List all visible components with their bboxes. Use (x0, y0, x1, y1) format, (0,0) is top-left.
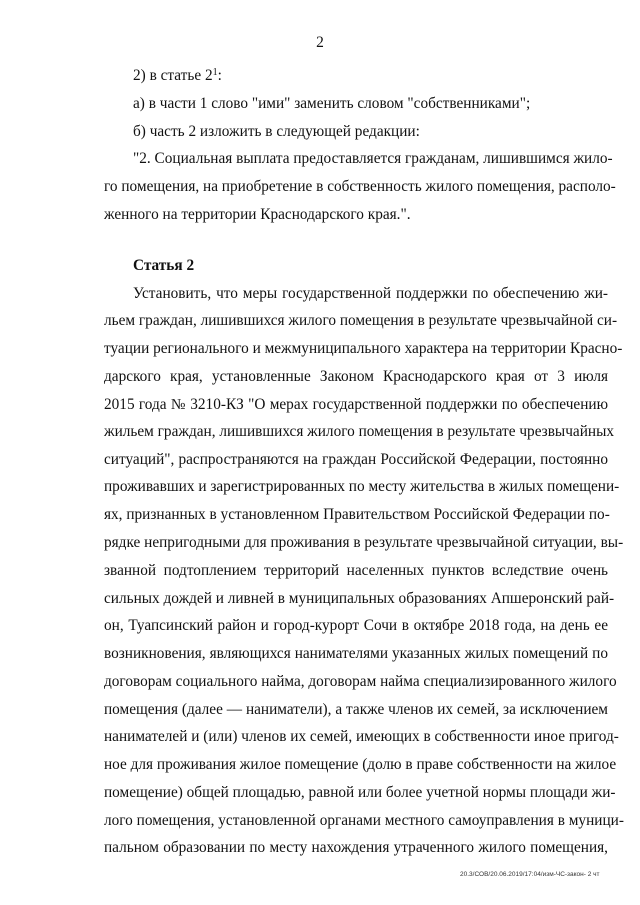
body-line: сильных дождей и ливней в муниципальных образованиях Апшеронский рай- (104, 590, 615, 607)
page-number: 2 (316, 34, 324, 51)
amendment-item-2-prefix: 2) в статье 2 (133, 67, 213, 84)
body-line: ситуаций", распространяются на граждан Российской Федерации, постоянно (104, 451, 608, 468)
body-line: помещения (далее — наниматели), а также членов их семей, за исключением (104, 701, 608, 718)
body-line: проживавших и зарегистрированных по месту жительства в жилых помещени- (104, 478, 620, 495)
body-line: договорам социального найма, договорам найма специализированного жилого (104, 673, 617, 690)
quoted-text-line: го помещения, на приобретение в собственность жилого помещения, располо- (104, 178, 616, 195)
body-line: 2015 года № 3210-КЗ "О мерах государственной поддержки по обеспечению (104, 396, 608, 413)
body-line: туации регионального и межмуниципального характера на территории Красно- (104, 340, 623, 357)
body-line: ное для проживания жилое помещение (долю в праве собственности на жилое (104, 756, 617, 773)
article-superscript: 1 (212, 67, 218, 78)
body-line: пальном образовании по месту нахождения утраченного жилого помещения, (104, 839, 608, 856)
body-line: возникновения, являющихся нанимателями указанных жилых помещений по (104, 645, 608, 662)
body-line: рядке непригодными для проживания в результате чрезвычайной ситуации, вы- (104, 534, 624, 551)
amendment-item-a: а) в части 1 слово "ими" заменить словом "собственниками"; (133, 95, 531, 112)
amendment-item-b: б) часть 2 изложить в следующей редакции: (133, 123, 420, 140)
body-line: льем граждан, лишившихся жилого помещения в результате чрезвычайной си- (104, 312, 618, 329)
body-line: Установить, что меры государственной поддержки по обеспечению жи- (133, 285, 608, 302)
quoted-text-line: "2. Социальная выплата предоставляется гражданам, лишившимся жило- (133, 150, 613, 167)
article-heading: Статья 2 (133, 257, 195, 274)
quoted-text-line: женного на территории Краснодарского края.". (104, 206, 411, 223)
body-line: званной подтоплением территорий населенных пунктов вследствие очень (104, 562, 608, 579)
amendment-item-2-suffix: : (217, 67, 222, 84)
body-line: помещение) общей площадью, равной или более учетной нормы площади жи- (104, 784, 616, 801)
amendment-item-2 (133, 66, 608, 86)
body-line: дарского края, установленные Законом Краснодарского края от 3 июля (104, 368, 608, 385)
body-line: жильем граждан, лишившихся жилого помещения в результате чрезвычайных (104, 423, 614, 440)
body-line: он, Туапсинский район и город-курорт Сочи в октябре 2018 года, на день ее (104, 617, 608, 634)
body-line: ях, признанных в установленном Правительством Российской Федерации по- (104, 506, 610, 523)
body-line: лого помещения, установленной органами местного самоуправления в муници- (104, 812, 624, 829)
document-footer-code: 20.3/СОВ/20.06.2019/17:04/изм-ЧС-закон- 2 чт (460, 871, 600, 878)
body-line: нанимателей и (или) членов их семей, имеющих в собственности иное пригод- (104, 728, 619, 745)
